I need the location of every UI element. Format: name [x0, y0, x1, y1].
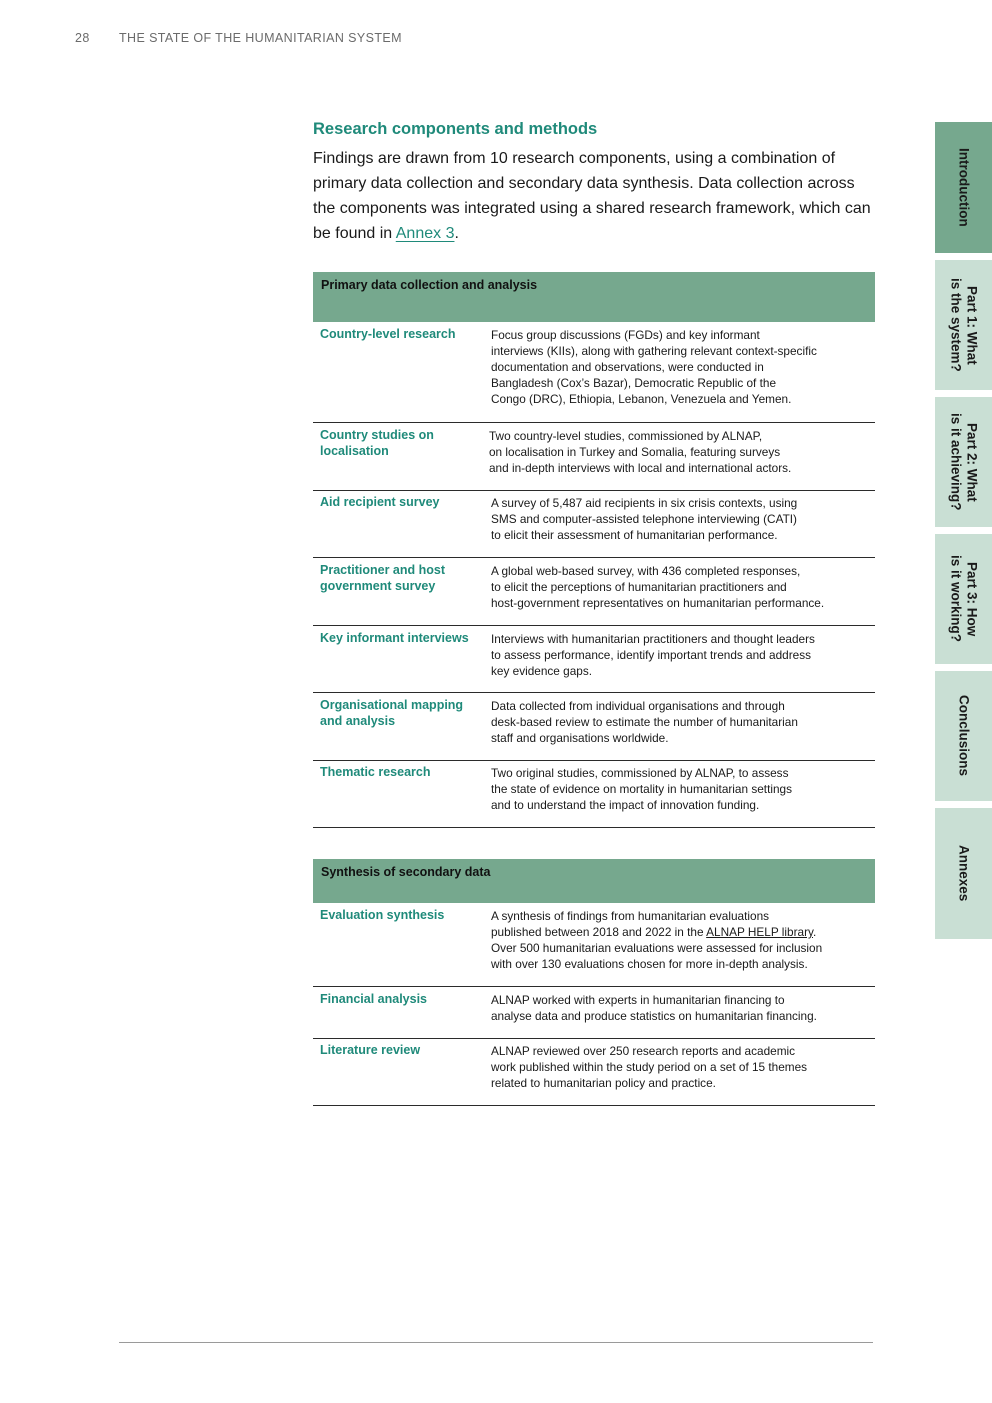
- tab-part-3[interactable]: [935, 534, 992, 664]
- table-row: [313, 693, 875, 761]
- row-description: ALNAP reviewed over 250 research reports and academic work published within the study period on a set of 15 themes related to humanitarian policy and practice.: [491, 1044, 808, 1090]
- alnap-help-library-link[interactable]: ALNAP HELP library: [706, 925, 814, 939]
- intro-text: Findings are drawn from 10 research components, using a combination of primary data collection and secondary data synthesis. Data collection across the components was integrated using a shared research framework, which can be found in: [313, 150, 871, 242]
- main-content: [313, 120, 875, 1106]
- running-title: THE STATE OF THE HUMANITARIAN SYSTEM: [119, 31, 402, 45]
- tab-label: Part 2: What is it achieving?: [948, 413, 980, 511]
- row-description: Interviews with humanitarian practitioners and thought leaders to assess performance, identify important trends and address key evidence gaps.: [491, 632, 815, 678]
- table-row: [313, 558, 875, 626]
- tab-part-2[interactable]: [935, 397, 992, 527]
- row-label: Practitioner and host government survey: [320, 563, 446, 593]
- row-label: Literature review: [320, 1043, 421, 1057]
- primary-table-heading: Primary data collection and analysis: [313, 272, 875, 322]
- row-description: A global web-based survey, with 436 completed responses, to elicit the perceptions of humanitarian practitioners and host-government representatives on humanitarian performance.: [491, 564, 825, 610]
- table-row: [313, 1039, 875, 1106]
- row-label: Key informant interviews: [320, 631, 469, 645]
- running-header: [75, 31, 402, 45]
- tab-annexes[interactable]: [935, 808, 992, 939]
- row-label: Country studies on localisation: [320, 428, 434, 458]
- table-row: [313, 491, 875, 558]
- table-row: [313, 761, 875, 828]
- tab-label: Part 3: How is it working?: [948, 555, 980, 643]
- row-description: [491, 908, 875, 976]
- footer-rule: [119, 1342, 873, 1343]
- evaluation-text: A synthesis of findings from humanitarian evaluations published between 2018 and 2022 in the: [491, 909, 770, 939]
- section-title: Research components and methods: [313, 120, 598, 138]
- tab-label: Annexes: [956, 845, 972, 902]
- row-label: Country-level research: [320, 327, 456, 341]
- section-tabs: [935, 122, 992, 946]
- tab-conclusions[interactable]: [935, 671, 992, 801]
- row-label: Organisational mapping and analysis: [320, 698, 464, 728]
- table-row: [313, 626, 875, 693]
- row-label: Aid recipient survey: [320, 495, 440, 509]
- tab-introduction[interactable]: [935, 122, 992, 253]
- row-description: Two original studies, commissioned by ALNAP, to assess the state of evidence on mortality in humanitarian settings and to understand the impact of innovation funding.: [491, 766, 792, 812]
- annex-3-link[interactable]: Annex 3: [395, 225, 455, 242]
- page-number: 28: [75, 31, 90, 45]
- tab-label: Part 1: What is the system?: [948, 278, 980, 372]
- table-row: [313, 423, 875, 491]
- tab-part-1[interactable]: [935, 260, 992, 390]
- intro-paragraph: [313, 146, 875, 246]
- secondary-table-heading: Synthesis of secondary data: [313, 859, 875, 903]
- evaluation-text-end: . Over 500 humanitarian evaluations were assessed for inclusion with over 130 evaluations chosen for more in-depth analysis.: [491, 925, 823, 971]
- table-row: [313, 903, 875, 987]
- row-description: Two country-level studies, commissioned by ALNAP, on localisation in Turkey and Somalia, featuring surveys and in-depth interviews with local and international actors.: [489, 429, 792, 475]
- table-row: [313, 322, 875, 423]
- intro-end: .: [454, 225, 459, 242]
- table-row: [313, 987, 875, 1039]
- row-description: A survey of 5,487 aid recipients in six crisis contexts, using SMS and computer-assisted telephone interviewing (CATI) to elicit their assessment of humanitarian performance.: [491, 496, 798, 542]
- row-label: Thematic research: [320, 765, 431, 779]
- row-description: Focus group discussions (FGDs) and key informant interviews (KIIs), along with gathering relevant context-specific documentation and observations, were conducted in Bangladesh (Cox’s Bazar), Democratic Republic of the Congo (DRC), Ethiopia, Lebanon, Venezuela and Yemen.: [491, 328, 817, 406]
- tab-label: Introduction: [956, 148, 972, 227]
- secondary-data-table: [313, 859, 875, 1106]
- row-description: ALNAP worked with experts in humanitarian financing to analyse data and produce statistics on humanitarian financing.: [491, 993, 817, 1023]
- row-description: Data collected from individual organisations and through desk-based review to estimate the number of humanitarian staff and organisations worldwide.: [491, 699, 798, 745]
- tab-label: Conclusions: [956, 695, 972, 777]
- row-label: Evaluation synthesis: [320, 908, 445, 922]
- primary-data-table: [313, 272, 875, 828]
- row-label: Financial analysis: [320, 992, 427, 1006]
